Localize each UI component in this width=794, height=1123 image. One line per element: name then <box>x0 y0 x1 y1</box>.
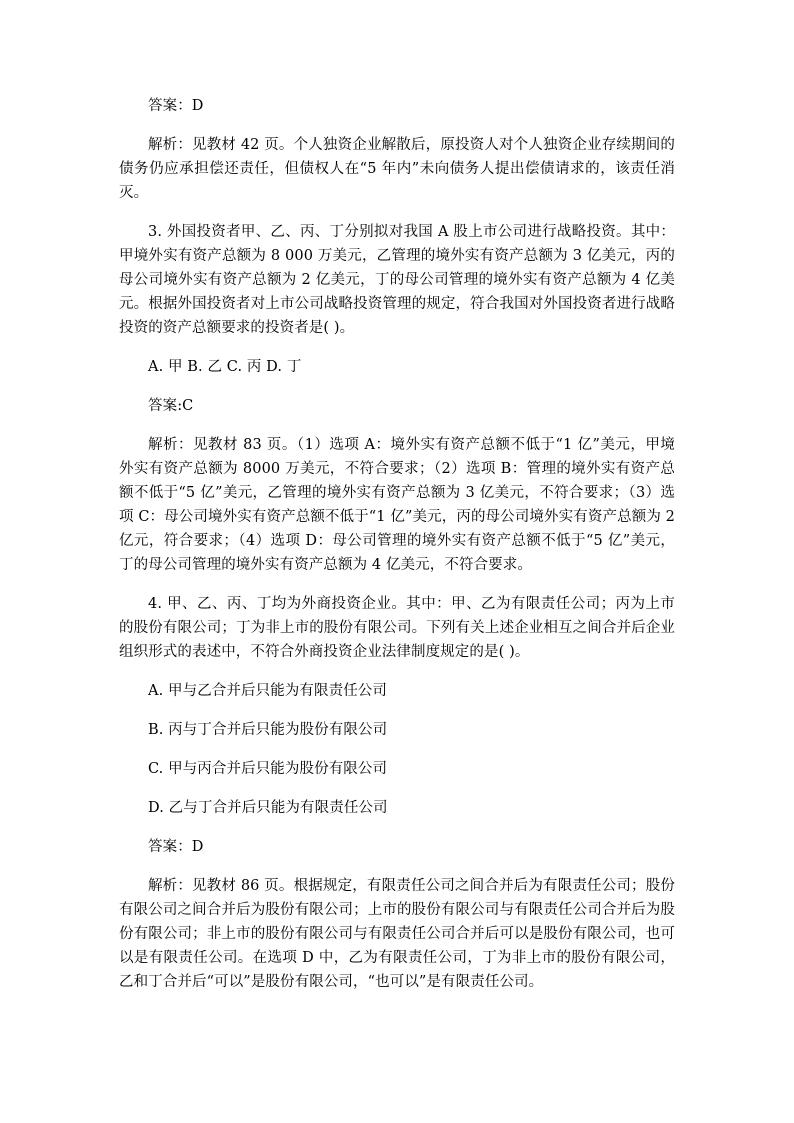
explanation-q3: 解析：见教材 83 页。（1）选项 A：境外实有资产总额不低于“1 亿”美元，甲境外实有资产总额为 8000 万美元，不符合要求；（2）选项 B：管理的境外实有资产总额不低于“5 亿”美元，乙管理的境外实有资产总额为 3 亿美元，不符合要求；（3）选项 C：母公司境外实有资产总额不低于“1 亿”美元，丙的母公司境外实有资产总额为 2 亿元，符合要求；（4）选项 D：母公司管理的境外实有资产总额不低于“5 亿”美元，丁的母公司管理的境外实有资产总额为 4 亿美元，不符合要求。 <box>119 437 675 573</box>
answer-q2: 答案：D <box>148 98 204 114</box>
options-q3: A. 甲 B. 乙 C. 丙 D. 丁 <box>148 359 302 375</box>
answer-q4: 答案：D <box>148 839 204 855</box>
question-4: 4. 甲、乙、丙、丁均为外商投资企业。其中：甲、乙为有限责任公司；丙为上市的股份有限公司；丁为非上市的股份有限公司。下列有关上述企业相互之间合并后企业组织形式的表述中，不符合外商投资企业法律制度规定的是( )。 <box>119 596 675 660</box>
option-q4-d: D. 乙与丁合并后只能为有限责任公司 <box>148 800 388 816</box>
option-q4-c: C. 甲与丙合并后只能为股份有限公司 <box>148 761 388 777</box>
explanation-q4: 解析：见教材 86 页。根据规定，有限责任公司之间合并后为有限责任公司；股份有限公司之间合并后为股份有限公司；上市的股份有限公司与有限责任公司合并后为股份有限公司；非上市的股份有限公司与有限责任公司合并后可以是股份有限公司，也可以是有限责任公司。在选项 D 中，乙为有限责任公司，丁为非上市的股份有限公司，乙和丁合并后“可以”是股份有限公司，“也可以”是有限责任公司。 <box>119 878 675 990</box>
question-3: 3. 外国投资者甲、乙、丙、丁分别拟对我国 A 股上市公司进行战略投资。其中：甲境外实有资产总额为 8 000 万美元，乙管理的境外实有资产总额为 3 亿美元，丙的母公司境外实有资产总额为 2 亿美元，丁的母公司管理的境外实有资产总额为 4 亿美元。根据外国投资者对上市公司战略投资管理的规定，符合我国对外国投资者进行战略投资的资产总额要求的投资者是( )。 <box>119 224 675 336</box>
option-q4-b: B. 丙与丁合并后只能为股份有限公司 <box>148 722 388 738</box>
option-q4-a: A. 甲与乙合并后只能为有限责任公司 <box>148 683 387 699</box>
explanation-q2: 解析：见教材 42 页。个人独资企业解散后，原投资人对个人独资企业存续期间的债务仍应承担偿还责任，但债权人在“5 年内”未向债务人提出偿债请求的，该责任消灭。 <box>119 137 675 201</box>
answer-q3: 答案:C <box>148 398 194 414</box>
document-page <box>119 94 675 1009</box>
